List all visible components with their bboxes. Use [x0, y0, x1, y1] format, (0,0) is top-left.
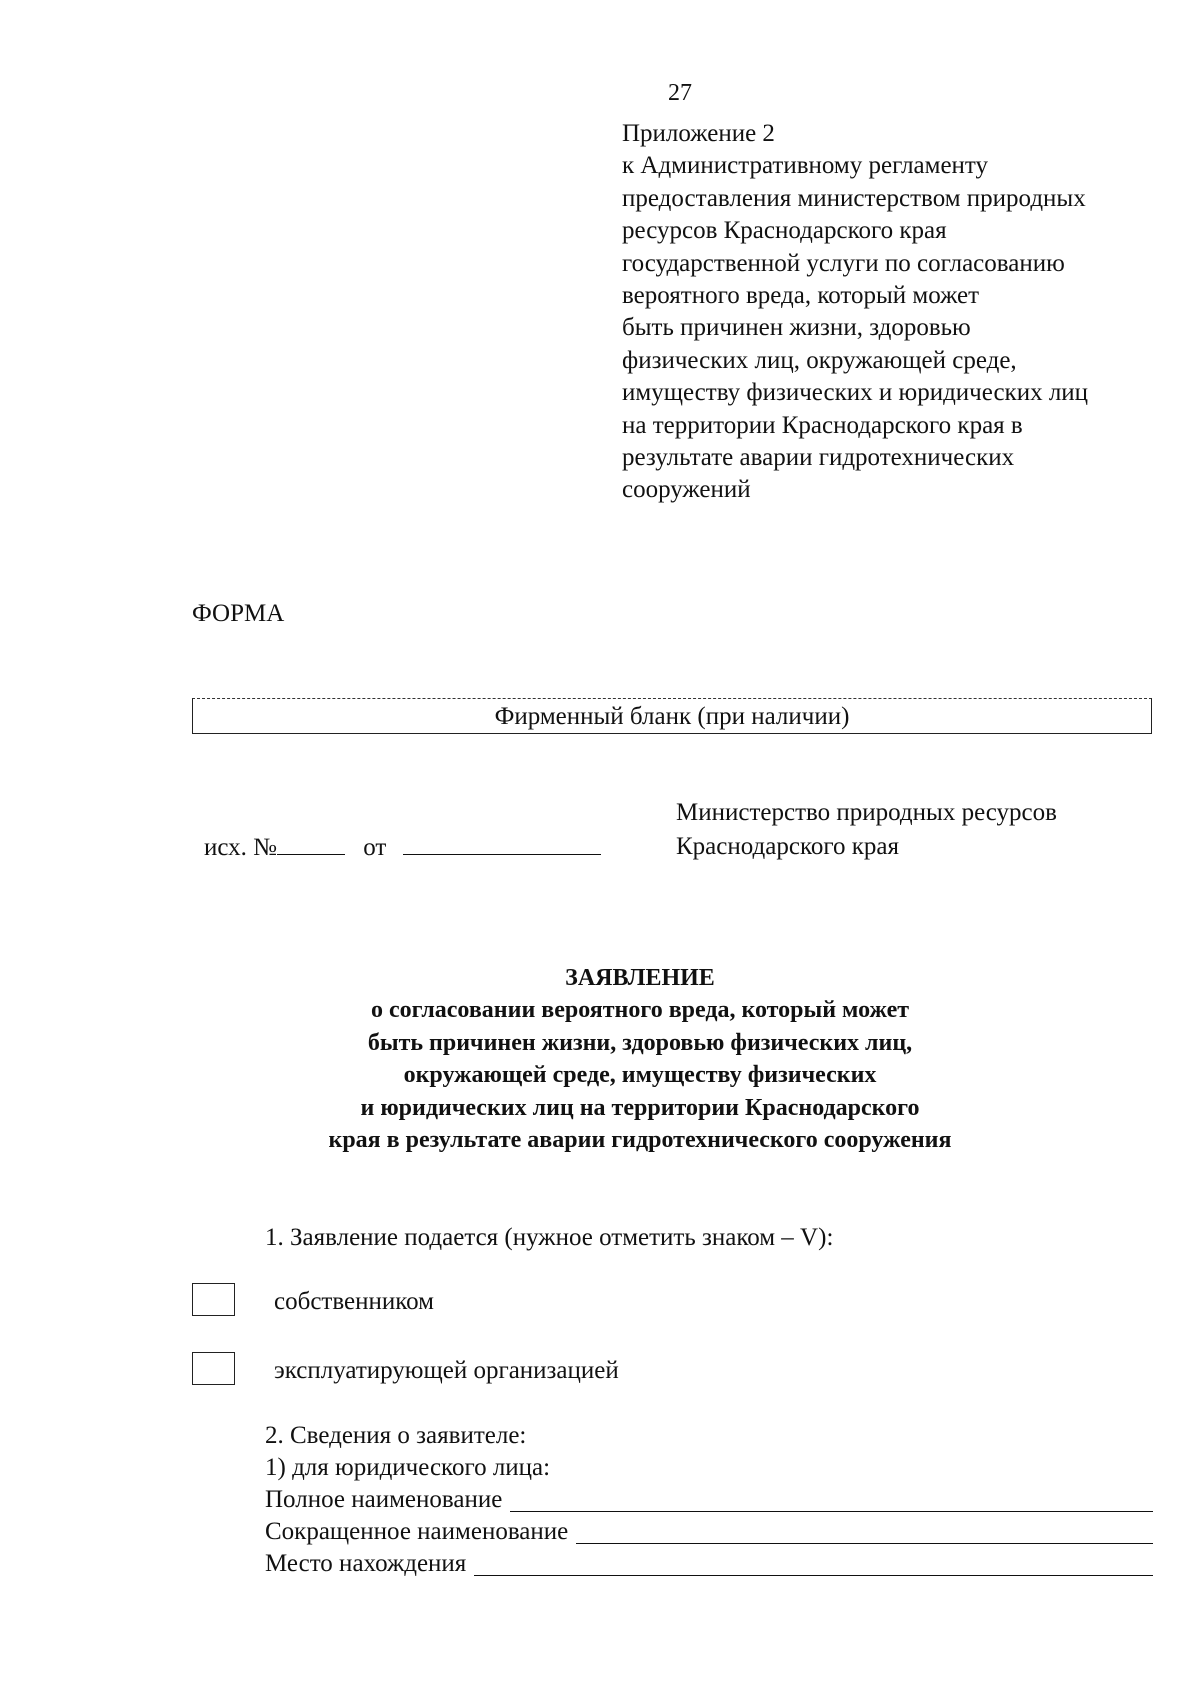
form-label: ФОРМА [192, 600, 285, 627]
checkbox-owner[interactable] [192, 1283, 235, 1316]
appendix-line: на территории Краснодарского края в [622, 411, 1023, 439]
title-heading: ЗАЯВЛЕНИЕ [565, 965, 715, 991]
section2-subheading: 1) для юридического лица: [265, 1454, 551, 1481]
letterhead-label: Фирменный бланк (при наличии) [494, 703, 850, 730]
letterhead-box [192, 698, 1152, 734]
document-title [0, 962, 1200, 1156]
title-line: и юридических лиц на территории Краснодарского [360, 1094, 920, 1121]
ref-date-label: от [363, 834, 387, 861]
title-line: быть причинен жизни, здоровью физических лиц, [367, 1029, 913, 1056]
field-location [265, 1548, 1153, 1580]
option-owner-label: собственником [274, 1288, 434, 1315]
section2-heading: 2. Сведения о заявителе: [265, 1422, 527, 1449]
section1-heading: 1. Заявление подается (нужное отметить знаком – V): [265, 1224, 834, 1251]
appendix-line: вероятного вреда, который может [622, 282, 980, 310]
ref-date-field[interactable] [403, 832, 601, 855]
field-label: Сокращенное наименование [265, 1518, 569, 1545]
appendix-header [622, 118, 1182, 507]
appendix-line: сооружений [622, 476, 751, 504]
checkbox-operator[interactable] [192, 1352, 235, 1385]
title-line: окружающей среде, имуществу физических [403, 1062, 877, 1089]
recipient [676, 796, 1057, 864]
appendix-line: физических лиц, окружающей среде, [622, 346, 1017, 374]
full-name-input[interactable] [510, 1489, 1153, 1512]
appendix-line: результате аварии гидротехнических [622, 444, 1015, 472]
field-label: Место нахождения [265, 1550, 467, 1577]
ref-number-label: исх. № [204, 834, 277, 861]
field-full-name [265, 1484, 1153, 1516]
recipient-line: Министерство природных ресурсов [676, 799, 1057, 826]
appendix-line: к Административному регламенту [622, 152, 989, 180]
appendix-line: имуществу физических и юридических лиц [622, 379, 1089, 407]
title-line: о согласовании вероятного вреда, который может [370, 997, 910, 1024]
outgoing-reference [204, 832, 601, 862]
section2 [265, 1420, 1153, 1580]
option-operator-label: эксплуатирующей организацией [274, 1357, 619, 1384]
ref-number-field[interactable] [277, 832, 345, 855]
appendix-line: государственной услуги по согласованию [622, 249, 1065, 277]
appendix-line: предоставления министерством природных [622, 184, 1086, 212]
appendix-line: ресурсов Краснодарского края [622, 217, 947, 245]
location-input[interactable] [474, 1553, 1153, 1576]
appendix-line: Приложение 2 [622, 120, 775, 147]
field-short-name [265, 1516, 1153, 1548]
field-label: Полное наименование [265, 1486, 503, 1513]
recipient-line: Краснодарского края [676, 833, 899, 860]
page-number: 27 [668, 80, 692, 106]
appendix-line: быть причинен жизни, здоровью [622, 314, 971, 342]
title-line: края в результате аварии гидротехнического сооружения [328, 1127, 952, 1154]
short-name-input[interactable] [576, 1521, 1153, 1544]
